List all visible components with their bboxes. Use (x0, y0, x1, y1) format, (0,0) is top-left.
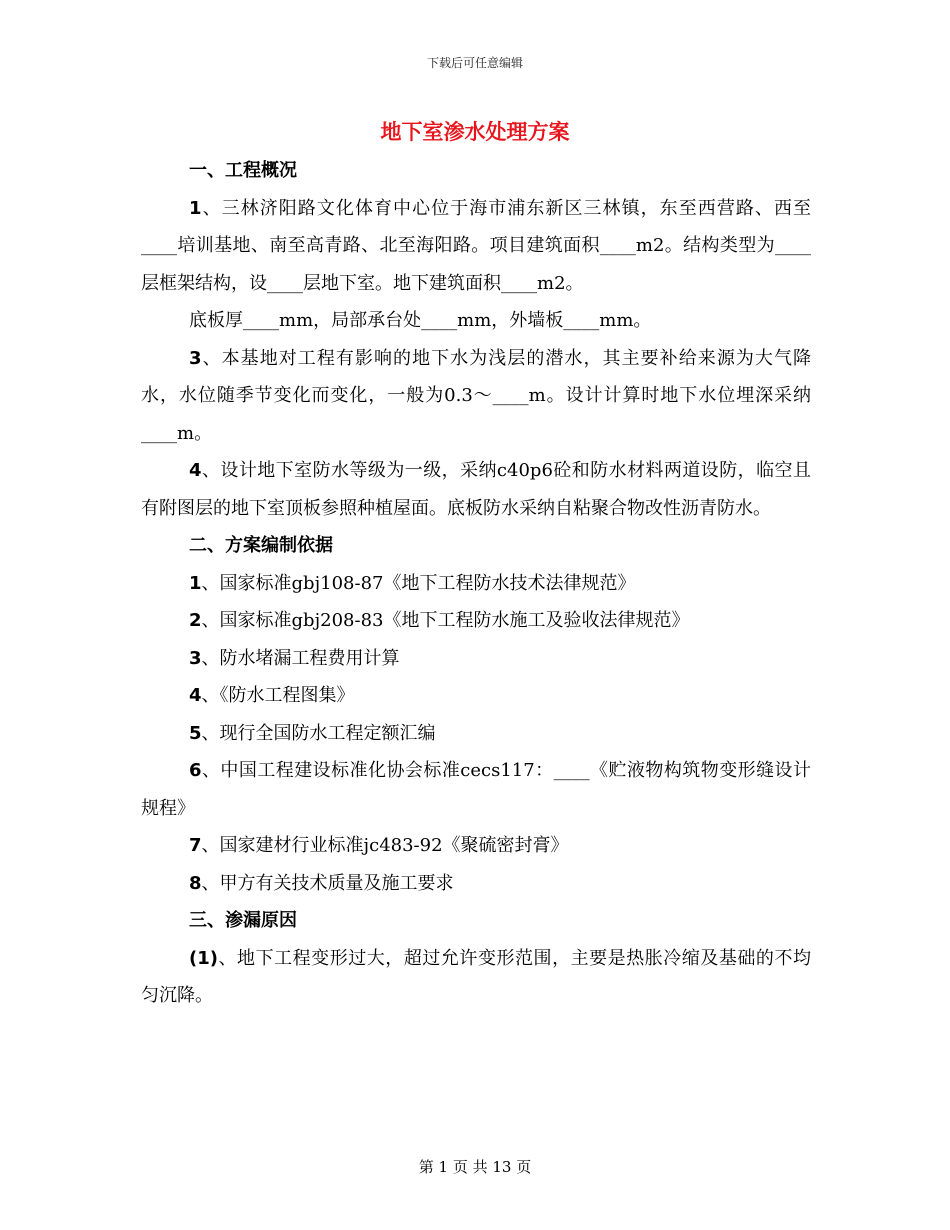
list-item-text: 、国家标准gbj108-87《地下工程防水技术法律规范》 (201, 572, 636, 594)
section-heading-causes: 三、渗漏原因 (189, 910, 297, 931)
item-number: 3 (189, 647, 202, 669)
paragraph-text: 、设计地下室防水等级为一级，采纳c40p6砼和防水材料两道设防，临空且有附图层的地下室顶板参照种植屋面。底板防水采纳自粘聚合物改性沥青防水。 (141, 460, 811, 519)
item-number: 7 (189, 835, 202, 856)
list-item (141, 715, 811, 753)
list-item-text: 、现行全国防水工程定额汇编 (201, 722, 436, 744)
header-note: 下载后可任意编辑 (426, 56, 523, 70)
paragraph-groundwater (141, 340, 811, 453)
list-item (141, 565, 811, 603)
list-item (141, 752, 811, 827)
item-number: 1 (189, 197, 202, 219)
item-number: 2 (189, 610, 202, 631)
list-item-text: 、防水堵漏工程费用计算 (201, 647, 400, 669)
paragraph-project-location (141, 190, 811, 303)
section-heading-overview: 一、工程概况 (189, 160, 297, 181)
paragraph-waterproof-grade (141, 452, 811, 527)
list-item-text: 、中国工程建设标准化协会标准cecs117：____《贮液物构筑物变形缝设计规程》 (141, 760, 811, 819)
item-number: 5 (189, 722, 202, 744)
item-number: 8 (189, 872, 202, 894)
item-number: 4 (189, 460, 202, 481)
section-heading-basis: 二、方案编制依据 (189, 535, 333, 556)
item-number: 4 (189, 685, 202, 706)
paragraph-text: 、本基地对工程有影响的地下水为浅层的潜水，其主要补给来源为大气降水，水位随季节变化而变化，一般为0.3～____m。设计计算时地下水位埋深采纳____m。 (141, 347, 811, 444)
paragraph-slab-thickness: 底板厚____mm，局部承台处____mm，外墙板____mm。 (189, 310, 652, 331)
list-item (141, 827, 811, 865)
list-item-text: 、国家标准gbj208-83《地下工程防水施工及验收法律规范》 (201, 610, 690, 631)
paragraph-cause-1 (141, 940, 811, 1015)
item-number: 1 (189, 572, 202, 594)
page-number-footer: 第 1 页 共 13 页 (418, 1158, 532, 1176)
item-number: (1) (189, 947, 218, 969)
document-body (141, 152, 811, 1015)
item-number: 3 (189, 347, 202, 369)
list-item (141, 865, 811, 903)
paragraph-text: 、地下工程变形过大，超过允许变形范围，主要是热胀冷缩及基础的不均匀沉降。 (141, 947, 811, 1006)
list-item-text: 、《防水工程图集》 (201, 685, 355, 706)
list-item (141, 602, 811, 640)
list-item (141, 677, 811, 715)
list-item-text: 、甲方有关技术质量及施工要求 (201, 872, 454, 894)
document-title: 地下室渗水处理方案 (380, 120, 570, 144)
list-item (141, 640, 811, 678)
paragraph-text: 、三林济阳路文化体育中心位于海市浦东新区三林镇，东至西营路、西至____培训基地、南至高青路、北至海阳路。项目建筑面积____m2。结构类型为____层框架结构，设____层地下室。地下建筑面积____m2。 (141, 197, 811, 294)
item-number: 6 (189, 760, 202, 781)
list-item-text: 、国家建材行业标准jc483-92《聚硫密封膏》 (201, 835, 569, 856)
